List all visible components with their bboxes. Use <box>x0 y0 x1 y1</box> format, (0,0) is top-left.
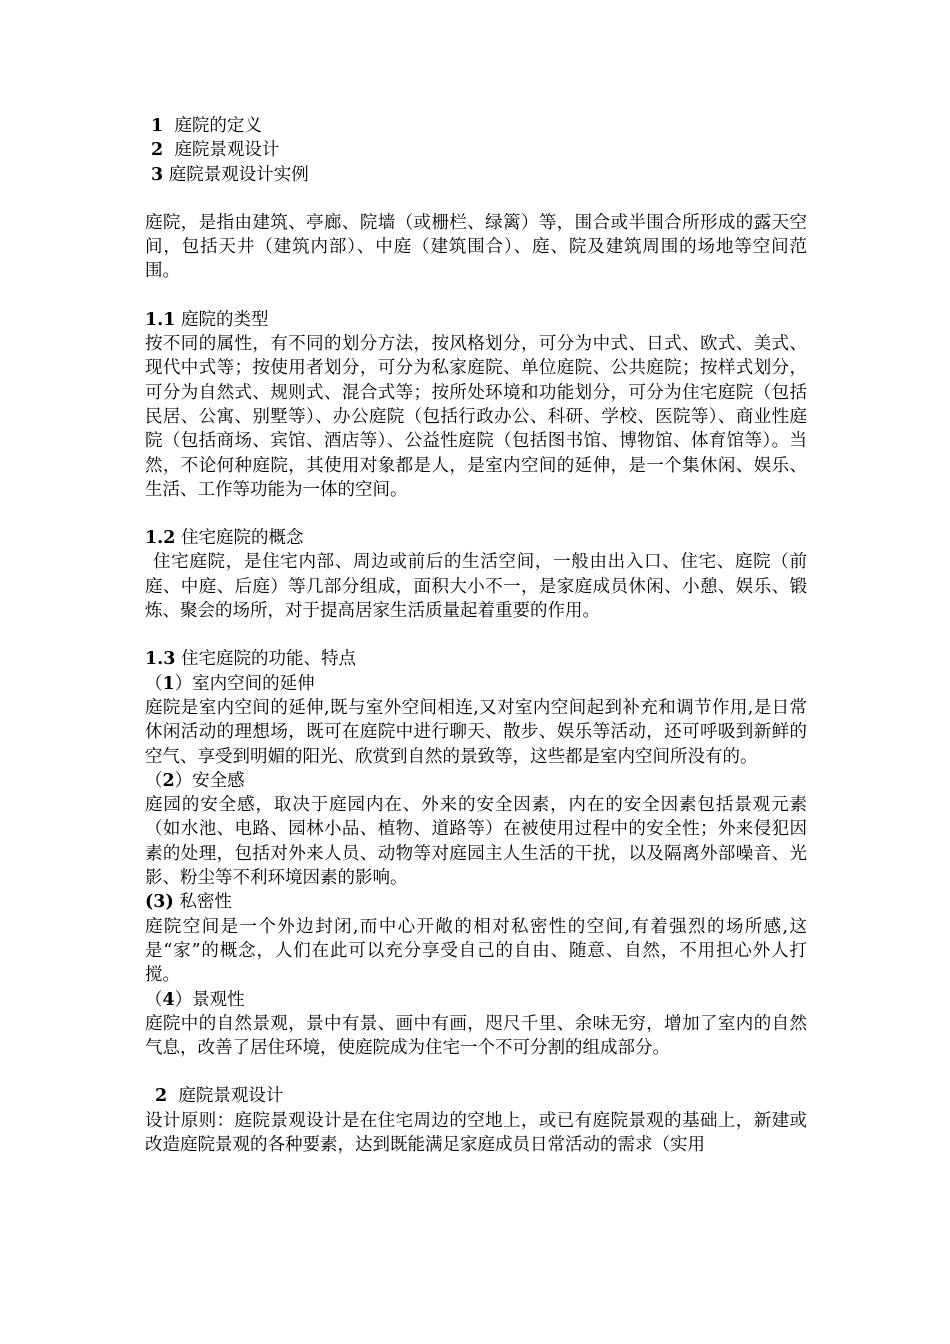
toc-number: 2 <box>151 140 164 161</box>
toc-item <box>145 114 807 138</box>
subsection-title: ）室内空间的延伸 <box>174 673 315 694</box>
subsection-number: (3) <box>145 892 174 913</box>
subsection-title: ）景观性 <box>174 989 245 1010</box>
section-heading <box>145 308 807 332</box>
section-paragraph: 设计原则：庭院景观设计是在住宅周边的空地上，或已有庭院景观的基础上，新建或改造庭院景观的各种要素，达到既能满足家庭成员日常活动的需求（实用 <box>145 1110 807 1155</box>
toc-item <box>145 138 807 162</box>
section-number: 1.1 <box>145 309 176 330</box>
subsection-paragraph: 庭院中的自然景观，景中有景、画中有画，咫尺千里、余味无穷，增加了室内的自然气息，改善了居住环境，使庭院成为住宅一个不可分割的组成部分。 <box>145 1013 807 1059</box>
toc-text: 庭院的定义 <box>163 116 262 136</box>
section-heading <box>145 647 807 671</box>
section-title: 庭院景观设计 <box>167 1086 284 1107</box>
intro-paragraph: 庭院，是指由建筑、亭廊、院墙（或栅栏、绿篱）等，围合或半围合所形成的露天空间，包括天井（建筑内部）、中庭（建筑围合）、庭、院及建筑周围的场地等空间范围。 <box>145 212 807 282</box>
document-body <box>145 114 807 1157</box>
section-number: 2 <box>155 1086 168 1107</box>
subsection-title: 私密性 <box>173 892 232 913</box>
subsection-number: 4 <box>162 989 175 1010</box>
subsection-bracket: （ <box>145 673 163 694</box>
section-number: 1.2 <box>145 528 176 549</box>
subsection-paragraph: 庭园的安全感，取决于庭园内在、外来的安全因素，内在的安全因素包括景观元素（如水池、电路、园林小品、植物、道路等）在被使用过程中的安全性；外来侵犯因素的处理，包括对外来人员、动物等对庭园主人生活的干扰，以及隔离外部噪音、光影、粉尘等不利环境因素的影响。 <box>145 795 807 889</box>
table-of-contents <box>145 114 807 187</box>
subsection-paragraph: 庭院是室内空间的延伸,既与室外空间相连,又对室内空间起到补充和调节作用,是日常休闲活动的理想场，既可在庭院中进行聊天、散步、娱乐等活动，还可呼吸到新鲜的空气、享受到明媚的阳光、欣赏到自然的景致等，这些都是室内空间所没有的。 <box>145 697 807 767</box>
toc-number: 1 <box>151 116 164 136</box>
section-title: 住宅庭院的功能、特点 <box>175 649 357 670</box>
toc-text: 庭院景观设计实例 <box>163 164 309 185</box>
subsection-bracket: （ <box>145 770 163 791</box>
toc-item <box>145 163 807 187</box>
section-heading <box>145 1084 807 1108</box>
section-title: 庭院的类型 <box>175 309 269 330</box>
subsection-heading <box>145 988 807 1012</box>
section-paragraph: 住宅庭院，是住宅内部、周边或前后的生活空间，一般由出入口、住宅、庭院（前庭、中庭、后庭）等几部分组成，面积大小不一，是家庭成员休闲、小憩、娱乐、锻炼、聚会的场所，对于提高居家生活质量起着重要的作用。 <box>145 552 807 622</box>
subsection-number: 1 <box>162 673 175 694</box>
toc-number: 3 <box>151 164 164 185</box>
subsection-number: 2 <box>162 770 175 791</box>
toc-text: 庭院景观设计 <box>163 140 280 161</box>
subsection-heading <box>145 769 807 793</box>
section-number: 1.3 <box>145 649 176 670</box>
subsection-title: ）安全感 <box>174 770 245 791</box>
section-title: 住宅庭院的概念 <box>175 528 304 549</box>
section-heading <box>145 526 807 550</box>
section-paragraph: 按不同的属性，有不同的划分方法，按风格划分，可分为中式、日式、欧式、美式、现代中式等；按使用者划分，可分为私家庭院、单位庭院、公共庭院；按样式划分，可分为自然式、规则式、混合式等；按所处环境和功能划分，可分为住宅庭院（包括民居、公寓、别墅等）、办公庭院（包括行政办公、科研、学校、医院等）、商业性庭院（包括商场、宾馆、酒店等）、公益性庭院（包括图书馆、博物馆、体育馆等）。当然，不论何种庭院，其使用对象都是人，是室内空间的延伸，是一个集休闲、娱乐、生活、工作等功能为一体的空间。 <box>145 334 807 500</box>
subsection-paragraph: 庭院空间是一个外边封闭,而中心开敞的相对私密性的空间,有着强烈的场所感,这是“家”的概念，人们在此可以充分享受自己的自由、随意、自然，不用担心外人打搅。 <box>145 916 807 986</box>
subsection-bracket: （ <box>145 989 163 1010</box>
subsection-heading <box>145 890 807 914</box>
subsection-heading <box>145 672 807 696</box>
